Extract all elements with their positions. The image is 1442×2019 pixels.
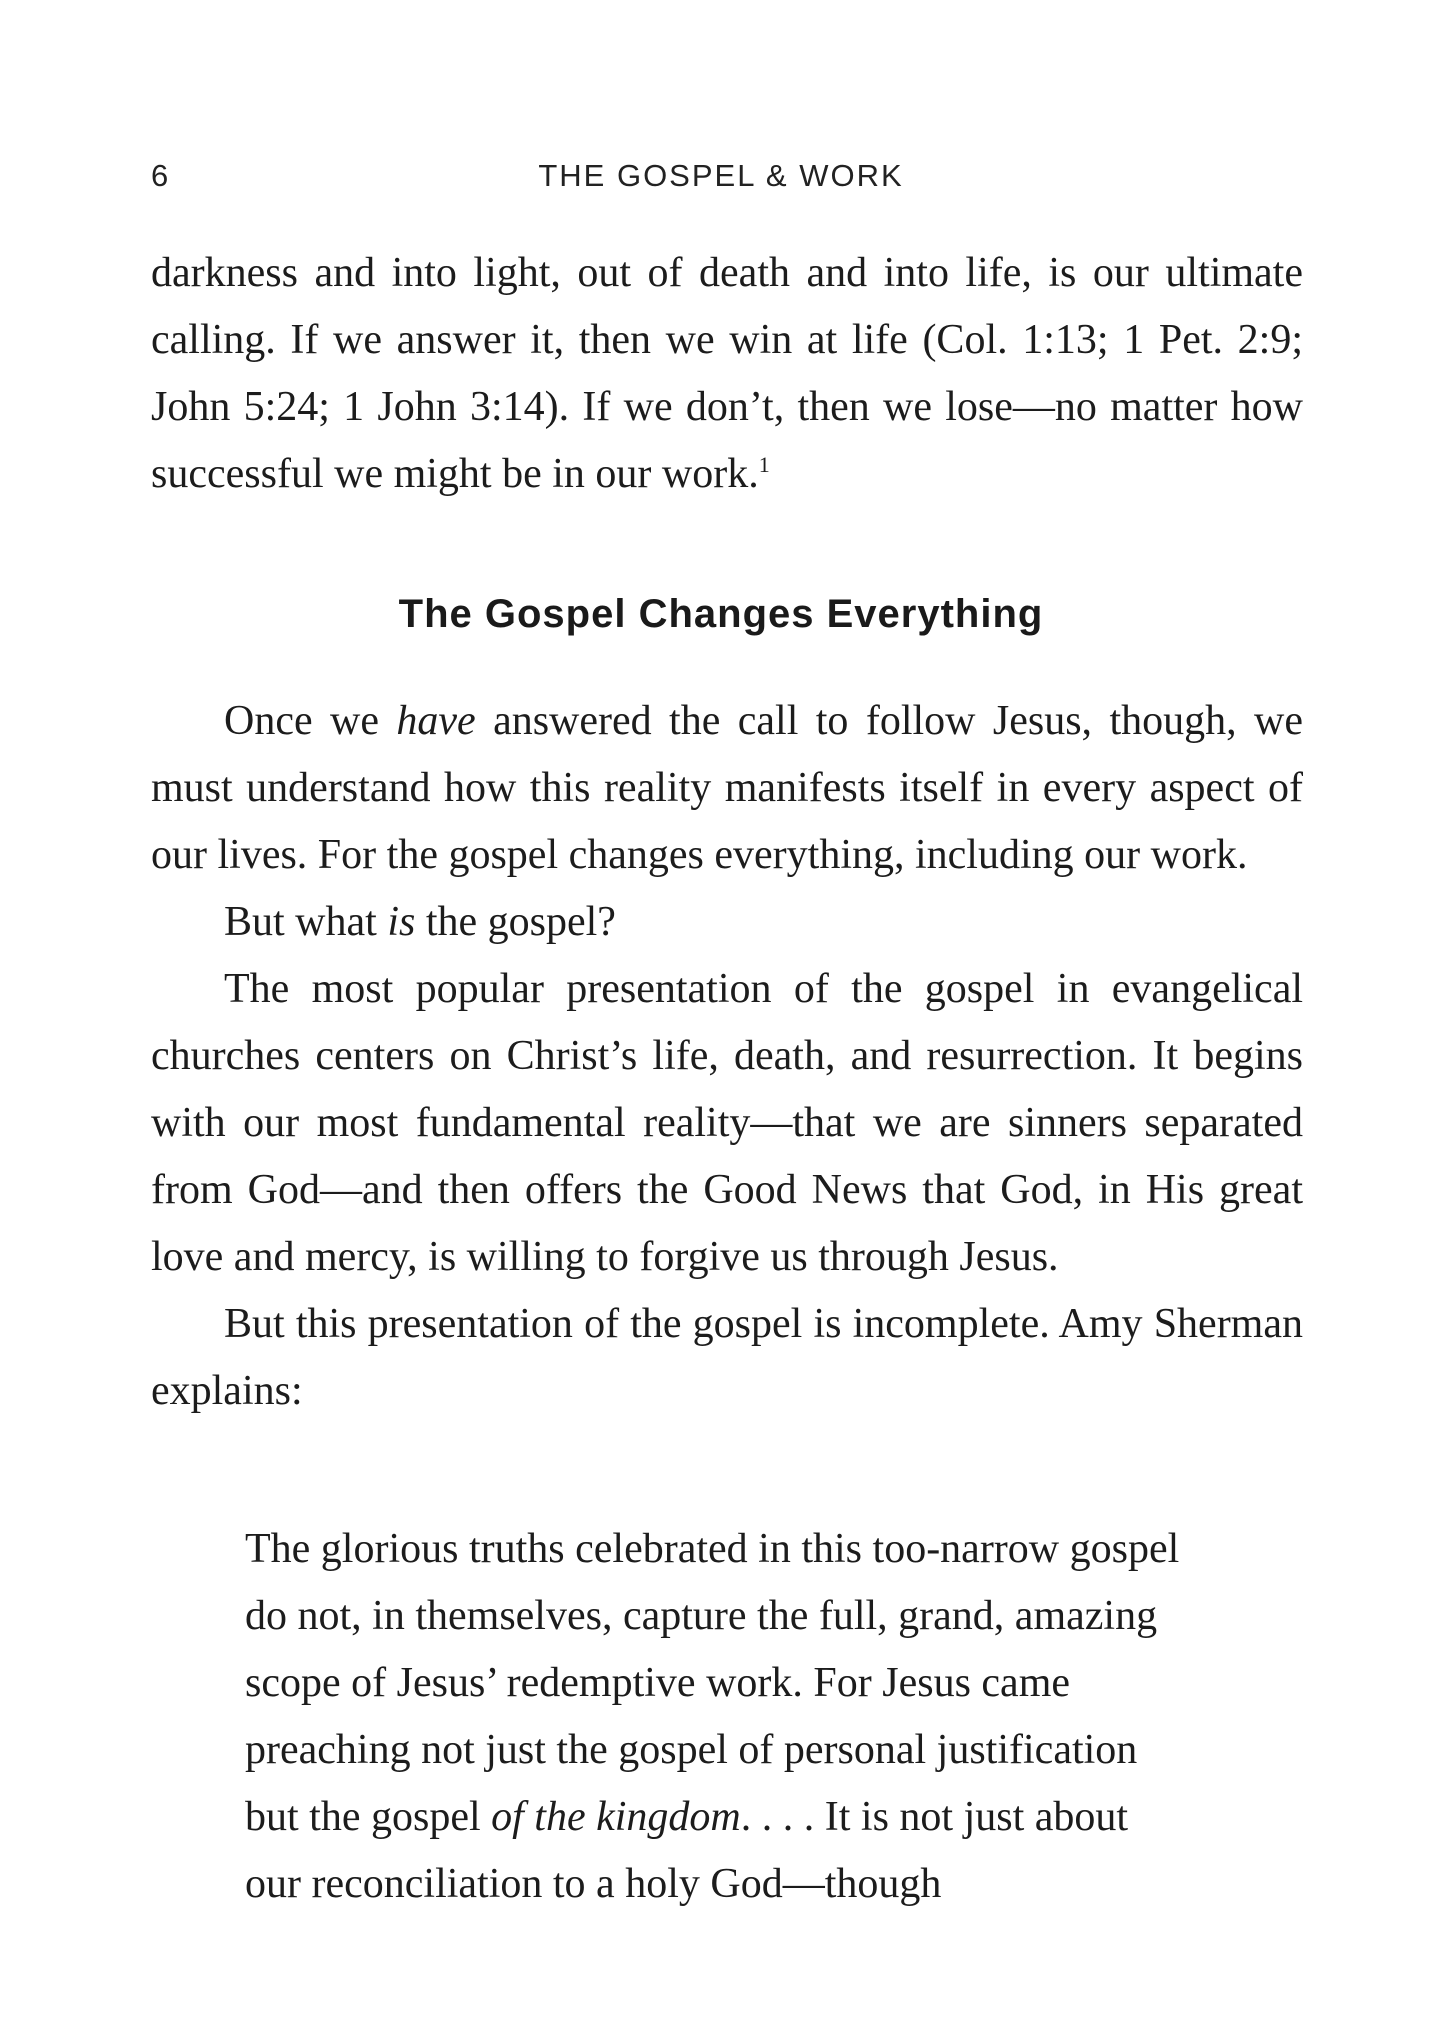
emphasis-text: have [396,698,476,744]
paragraph-question [151,889,1303,956]
quote-paragraph [245,1516,1185,1918]
page-number: 6 [151,158,171,193]
intro-text: darkness and into light, out of death and into life, is our ultimate calling. If we answer it, then we win at life (Col. 1:13; 1 Pet. 2:9; John 5:24; 1 John 3:14). If we don’t, then we lose—no matter how successful we might be in our work. [151,250,1303,497]
intro-paragraph [151,240,1303,508]
quote-text: . . . . It is not just about our reconciliation to a holy God—though [245,1794,1129,1907]
running-header [0,158,1442,202]
paragraph-incomplete: But this presentation of the gospel is incomplete. Amy Sherman explains: [151,1301,1303,1414]
paragraph-popular-presentation: The most popular presentation of the gospel in evangelical churches centers on Christ’s life, death, and resurrection. It begins with our most fundamental reality—that we are sinners separated from God—and then offers the Good News that God, in His great love and mercy, is willing to forgive us through Jesus. [151,966,1303,1280]
paragraph-text: the gospel? [415,899,616,945]
quote-text: The glorious truths celebrated in this too-narrow gospel do not, in themselves, capture the full, grand, amazing scope of Jesus’ redemptive work. For Jesus came preaching not just the gospel of personal justification but the gospel [245,1526,1180,1840]
paragraph-text: But what [224,899,388,945]
paragraph-call-to-follow [151,688,1303,889]
body-text-block [151,688,1303,1425]
paragraph-text: answered the call to follow Jesus, though, we must understand how this reality manifests itself in every aspect of our lives. For the gospel changes everything, including our work. [151,698,1303,878]
section-heading: The Gospel Changes Everything [398,592,1044,636]
running-title: THE GOSPEL & WORK [538,158,904,193]
intro-paragraph-block [151,240,1303,508]
footnote-reference[interactable]: 1 [758,452,770,477]
quote-emphasis: of the kingdom [491,1794,741,1840]
block-quote [245,1516,1185,1918]
paragraph-text: Once we [224,698,397,744]
emphasis-text: is [387,899,416,945]
